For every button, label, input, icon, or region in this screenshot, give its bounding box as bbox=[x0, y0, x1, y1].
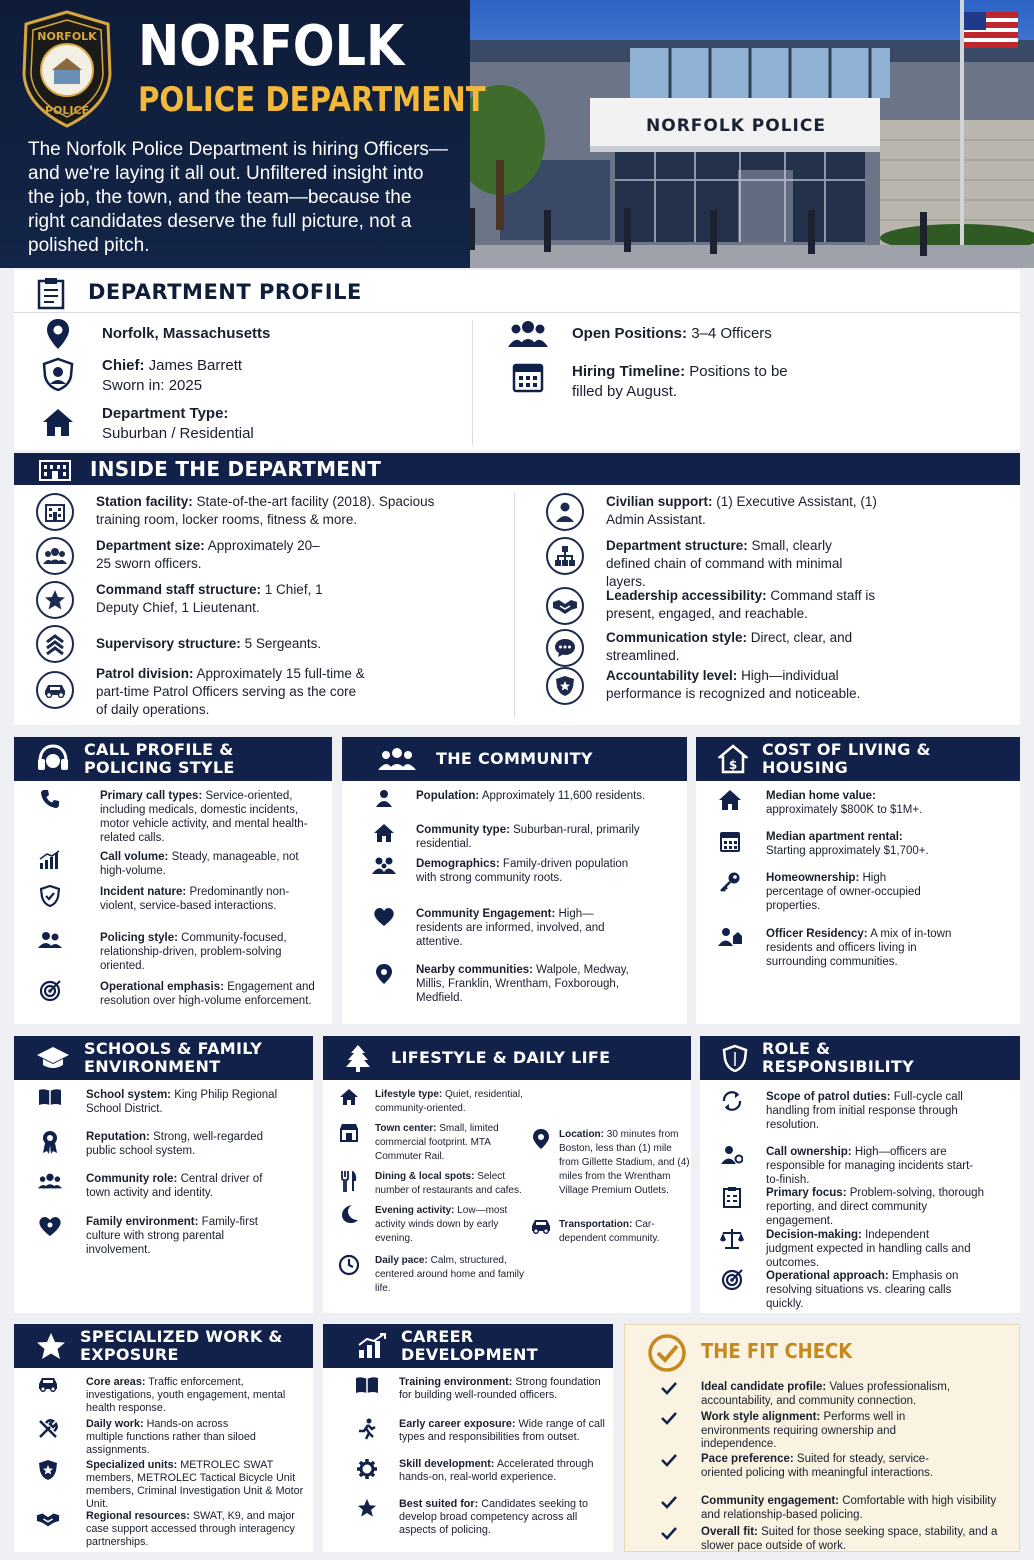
item-text: Strong, well-regarded public school system. bbox=[86, 1131, 264, 1157]
lifestyle-item bbox=[337, 1122, 527, 1164]
call-profile-item bbox=[38, 850, 318, 878]
item-label: Pace preference: bbox=[701, 1453, 794, 1465]
item-label: Reputation: bbox=[86, 1131, 150, 1143]
officer-shield-icon bbox=[41, 357, 75, 391]
target-icon bbox=[39, 980, 61, 1002]
item-label: Community role: bbox=[86, 1173, 178, 1185]
item-text: Suburban-rural, primarily residential. bbox=[416, 824, 640, 850]
role-item bbox=[720, 1145, 1010, 1187]
heart-icon bbox=[373, 907, 395, 927]
profile-open-positions bbox=[508, 316, 772, 352]
home-lifestyle-icon bbox=[339, 1088, 359, 1106]
inside-title: INSIDE THE DEPARTMENT bbox=[90, 457, 382, 481]
group-role-icon bbox=[38, 1172, 62, 1190]
patrol-car-icon bbox=[43, 682, 67, 698]
profile-hiring-timeline bbox=[508, 358, 822, 402]
item-label: Decision-making: bbox=[766, 1229, 862, 1241]
item-label: Community engagement: bbox=[701, 1495, 840, 1507]
item-label: Nearby communities: bbox=[416, 964, 533, 976]
inside-right-item bbox=[546, 629, 866, 667]
item-text: Problem-solving, thorough reporting, and direct community engagement. bbox=[766, 1187, 984, 1227]
item-text: High—officers are responsible for managing incidents start-to-finish. bbox=[766, 1146, 974, 1186]
schools-title-1: SCHOOLS & FAMILY bbox=[84, 1039, 263, 1058]
house-dollar-icon bbox=[718, 744, 748, 774]
lifestyle-header bbox=[323, 1036, 691, 1080]
career-item bbox=[355, 1498, 605, 1537]
item-text: High—residents are informed, involved, and attentive. bbox=[416, 908, 605, 948]
call-profile-item bbox=[38, 980, 318, 1008]
community-card bbox=[342, 737, 687, 1024]
inside-column-divider bbox=[514, 493, 515, 718]
schools-item bbox=[38, 1130, 288, 1158]
schools-item bbox=[38, 1215, 288, 1257]
item-label: Overall fit: bbox=[701, 1526, 758, 1538]
inside-text: (1) Executive Assistant, (1) Admin Assistant. bbox=[606, 494, 877, 527]
inside-text: 5 Sergeants. bbox=[244, 636, 322, 651]
item-text: Walpole, Medway, Millis, Franklin, Wrentham, Foxborough, Medfield. bbox=[416, 964, 629, 1004]
profile-department-type bbox=[38, 404, 254, 444]
sworn-in-text: Sworn in: 2025 bbox=[102, 377, 203, 394]
header-text-panel bbox=[0, 0, 486, 268]
best-suited-star-icon bbox=[357, 1498, 377, 1518]
timeline-label: Hiring Timeline: bbox=[572, 363, 686, 380]
storefront-icon bbox=[339, 1122, 359, 1142]
item-text: Emphasis on resolving situations vs. clearing calls quickly. bbox=[766, 1270, 959, 1310]
person-icon bbox=[375, 789, 393, 807]
role-item bbox=[720, 1228, 1010, 1270]
people-icon bbox=[43, 547, 67, 565]
chief-label: Chief: bbox=[102, 357, 145, 374]
unit-badge-icon bbox=[38, 1459, 58, 1481]
checkmark-icon bbox=[661, 1381, 677, 1395]
location-pin-icon bbox=[45, 318, 71, 350]
svg-text:$: $ bbox=[728, 758, 738, 772]
call-profile-item bbox=[38, 789, 318, 845]
profile-chief bbox=[38, 356, 242, 396]
inside-left-item bbox=[36, 581, 346, 619]
lifestyle-item bbox=[337, 1170, 537, 1198]
inside-left-item bbox=[36, 493, 466, 531]
phone-icon bbox=[40, 789, 60, 809]
fit-item bbox=[657, 1411, 967, 1452]
community-item bbox=[372, 963, 632, 1005]
item-label: Scope of patrol duties: bbox=[766, 1091, 891, 1103]
family-heart-icon bbox=[38, 1215, 62, 1237]
star-icon bbox=[44, 589, 66, 611]
lifestyle-item bbox=[337, 1088, 547, 1116]
fit-check-title: THE FIT CHECK bbox=[701, 1339, 853, 1363]
lifestyle-card bbox=[323, 1036, 691, 1313]
inside-right-item bbox=[546, 537, 866, 591]
schools-header bbox=[14, 1036, 313, 1080]
item-text: Approximately 11,600 residents. bbox=[481, 790, 646, 802]
check-circle-icon bbox=[647, 1333, 687, 1373]
role-item bbox=[720, 1090, 1010, 1132]
item-text: Steady, manageable, not high-volume. bbox=[100, 851, 299, 877]
badge-top-text: NORFOLK bbox=[37, 30, 97, 43]
inside-label: Command staff structure: bbox=[96, 582, 262, 597]
career-header bbox=[323, 1324, 613, 1368]
item-label: Community type: bbox=[416, 824, 510, 836]
fit-item bbox=[657, 1495, 1007, 1522]
police-building-photo bbox=[440, 0, 1034, 268]
inside-right-item bbox=[546, 587, 896, 625]
department-profile-section bbox=[14, 270, 1020, 450]
item-text: Suited for steady, service-oriented policing with meaningful interactions. bbox=[701, 1453, 934, 1479]
building-sign-text: NORFOLK POLICE bbox=[646, 116, 826, 136]
item-text: Community-focused, relationship-driven, problem-solving oriented. bbox=[100, 932, 287, 972]
fork-knife-icon bbox=[340, 1170, 358, 1192]
item-label: Skill development: bbox=[399, 1458, 495, 1470]
chat-bubble-icon bbox=[554, 638, 576, 658]
item-text: Family-first culture with strong parental involvement. bbox=[86, 1216, 258, 1256]
badge-star-icon bbox=[555, 675, 575, 697]
call-profile-card bbox=[14, 737, 332, 1024]
item-label: Operational emphasis: bbox=[100, 981, 224, 993]
item-label: Evening activity: bbox=[375, 1205, 455, 1216]
community-item bbox=[372, 789, 672, 807]
item-text: Small, limited commercial footprint. MTA Commuter Rail. bbox=[375, 1123, 499, 1162]
type-label: Department Type: bbox=[102, 405, 229, 422]
inside-left-item bbox=[36, 665, 366, 719]
specialized-title-1: SPECIALIZED WORK & bbox=[80, 1327, 283, 1346]
inside-department-section bbox=[14, 453, 1020, 725]
item-text: High percentage of owner-occupied properties. bbox=[766, 872, 921, 912]
item-text: Predominantly non-violent, service-based interactions. bbox=[100, 886, 290, 912]
title-police-department: POLICE DEPARTMENT bbox=[138, 80, 486, 120]
resident-icon bbox=[718, 927, 742, 947]
item-text: Candidates seeking to develop broad competency across all aspects of policing. bbox=[399, 1498, 589, 1536]
item-label: Median apartment rental: bbox=[766, 831, 903, 843]
training-book-icon bbox=[355, 1376, 379, 1394]
station-icon bbox=[44, 502, 66, 522]
cost-item bbox=[718, 927, 958, 969]
role-shield-icon bbox=[722, 1044, 748, 1072]
location-marker-icon bbox=[532, 1128, 550, 1150]
schools-card bbox=[14, 1036, 313, 1313]
community-people-icon bbox=[38, 931, 62, 949]
item-text: Central driver of town activity and identity. bbox=[86, 1173, 263, 1199]
item-text: SWAT, K9, and major case support accessed through interagency partnerships. bbox=[86, 1510, 295, 1548]
item-text: METROLEC SWAT members, METROLEC Tactical Bicycle Unit members, Criminal Investigation Unit & Motor Unit. bbox=[86, 1459, 304, 1510]
specialized-title-2: EXPOSURE bbox=[80, 1345, 179, 1364]
call-profile-title-1: CALL PROFILE & bbox=[84, 740, 234, 759]
item-label: Ideal candidate profile: bbox=[701, 1381, 827, 1393]
inside-text: Small, clearly defined chain of command with minimal layers. bbox=[606, 538, 843, 589]
item-label: Demographics: bbox=[416, 858, 500, 870]
type-value: Suburban / Residential bbox=[102, 425, 254, 442]
sergeant-chevron-icon bbox=[45, 633, 65, 655]
cost-of-living-card bbox=[696, 737, 1020, 1024]
career-title-2: DEVELOPMENT bbox=[401, 1345, 538, 1364]
inside-label: Department structure: bbox=[606, 538, 748, 553]
call-profile-header bbox=[14, 737, 332, 781]
clipboard-icon bbox=[34, 276, 68, 310]
call-profile-item bbox=[38, 885, 318, 913]
item-label: Primary call types: bbox=[100, 790, 203, 802]
schools-title-2: ENVIRONMENT bbox=[84, 1057, 221, 1076]
item-text: Service-oriented, including medicals, domestic incidents, motor vehicle activity, and mental health-related calls. bbox=[100, 790, 308, 844]
inside-text: Direct, clear, and streamlined. bbox=[606, 630, 853, 663]
profile-location bbox=[38, 316, 270, 352]
item-label: Homeownership: bbox=[766, 872, 860, 884]
cost-title-1: COST OF LIVING & bbox=[762, 740, 931, 759]
item-label: Town center: bbox=[375, 1123, 437, 1134]
lifestyle-title: LIFESTYLE & DAILY LIFE bbox=[391, 1048, 611, 1067]
item-text: Accelerated through hands-on, real-world experience. bbox=[399, 1458, 594, 1483]
fit-item bbox=[657, 1526, 1007, 1553]
inside-text: State-of-the-art facility (2018). Spacious training room, locker rooms, fitness & more. bbox=[96, 494, 435, 527]
cruiser-icon bbox=[37, 1376, 59, 1392]
item-text: Strong foundation for building well-rounded officers. bbox=[399, 1376, 601, 1401]
item-text: 30 minutes from Boston, less than (1) mile from Gillette Stadium, and (4) miles from the Wrentham Village Premium Outlets. bbox=[559, 1129, 690, 1196]
inside-left-item bbox=[36, 537, 326, 575]
item-text: Performs well in environments requiring ownership and independence. bbox=[701, 1411, 906, 1450]
item-text: Low—most activity winds down by early evening. bbox=[375, 1205, 508, 1244]
checklist-icon bbox=[722, 1186, 742, 1208]
timeline-value: Positions to be filled by August. bbox=[572, 363, 788, 400]
inside-header-bar bbox=[14, 453, 1020, 485]
header-banner bbox=[0, 0, 1034, 268]
book-icon bbox=[38, 1088, 62, 1106]
item-label: Operational approach: bbox=[766, 1270, 889, 1282]
inside-text: Approximately 15 full-time & part-time Patrol Officers serving as the core of daily operations. bbox=[96, 666, 365, 717]
cost-header bbox=[696, 737, 1020, 781]
community-group-icon bbox=[378, 747, 416, 771]
item-label: Work style alignment: bbox=[701, 1411, 821, 1423]
approach-target-icon bbox=[721, 1269, 743, 1291]
home-icon bbox=[41, 407, 75, 437]
item-label: Incident nature: bbox=[100, 886, 187, 898]
inside-label: Civilian support: bbox=[606, 494, 713, 509]
inside-right-item bbox=[546, 493, 896, 531]
role-header bbox=[700, 1036, 1020, 1080]
role-item bbox=[720, 1186, 1010, 1228]
calendar-icon bbox=[511, 359, 545, 393]
checkmark-icon bbox=[661, 1411, 677, 1425]
profile-column-divider bbox=[472, 320, 473, 445]
award-ribbon-icon bbox=[40, 1130, 60, 1154]
role-card bbox=[700, 1036, 1020, 1313]
specialized-item bbox=[36, 1376, 306, 1415]
item-label: Lifestyle type: bbox=[375, 1089, 443, 1100]
item-text: A mix of in-town residents and officers living in surrounding communities. bbox=[766, 928, 952, 968]
career-item bbox=[355, 1418, 605, 1444]
item-text: Suited for those seeking space, stability, and a slower pace outside of work. bbox=[701, 1526, 998, 1552]
career-item bbox=[355, 1458, 605, 1484]
role-title-2: RESPONSIBILITY bbox=[762, 1057, 914, 1076]
item-label: Daily pace: bbox=[375, 1255, 428, 1266]
house-icon bbox=[373, 823, 395, 843]
schools-item bbox=[38, 1088, 308, 1116]
checkmark-icon bbox=[661, 1453, 677, 1467]
item-text: Family-driven population with strong community roots. bbox=[416, 858, 629, 884]
fit-item bbox=[657, 1381, 1007, 1408]
checkmark-icon bbox=[661, 1495, 677, 1509]
inside-label: Patrol division: bbox=[96, 666, 194, 681]
item-label: Dining & local spots: bbox=[375, 1171, 475, 1182]
cost-item bbox=[718, 871, 938, 913]
profile-title: DEPARTMENT PROFILE bbox=[88, 280, 362, 304]
item-label: Regional resources: bbox=[86, 1510, 190, 1522]
item-text: approximately $800K to $1M+. bbox=[766, 804, 923, 816]
item-label: Family environment: bbox=[86, 1216, 199, 1228]
call-profile-title-2: POLICING STYLE bbox=[84, 758, 235, 777]
inside-label: Leadership accessibility: bbox=[606, 588, 767, 603]
building-icon bbox=[38, 457, 72, 481]
lifestyle-item bbox=[337, 1204, 527, 1246]
inside-label: Accountability level: bbox=[606, 668, 738, 683]
lifestyle-item bbox=[529, 1128, 691, 1198]
car-icon bbox=[530, 1218, 552, 1234]
call-profile-item bbox=[38, 931, 318, 973]
specialized-card bbox=[14, 1324, 313, 1552]
fit-check-card bbox=[624, 1324, 1020, 1552]
item-label: Best suited for: bbox=[399, 1498, 479, 1510]
specialized-header bbox=[14, 1324, 313, 1368]
community-item bbox=[372, 823, 672, 851]
inside-label: Supervisory structure: bbox=[96, 636, 241, 651]
community-title: THE COMMUNITY bbox=[436, 749, 593, 768]
item-text: Comfortable with high visibility and relationship-based policing. bbox=[701, 1495, 997, 1521]
scales-icon bbox=[720, 1228, 744, 1250]
cost-item bbox=[718, 789, 1008, 817]
home-value-icon bbox=[718, 789, 742, 811]
community-item bbox=[372, 857, 632, 885]
item-label: Early career exposure: bbox=[399, 1418, 516, 1430]
item-text: King Philip Regional School District. bbox=[86, 1089, 278, 1115]
item-label: Location: bbox=[559, 1129, 604, 1140]
title-norfolk: NORFOLK bbox=[138, 14, 405, 79]
open-label: Open Positions: bbox=[572, 325, 688, 342]
location-text: Norfolk, Massachusetts bbox=[102, 325, 271, 342]
item-label: Primary focus: bbox=[766, 1187, 847, 1199]
specialized-item bbox=[36, 1459, 311, 1511]
lifestyle-item bbox=[337, 1254, 527, 1296]
profile-divider bbox=[14, 312, 1020, 313]
item-label: Policing style: bbox=[100, 932, 178, 944]
shield-check-icon bbox=[40, 885, 60, 907]
community-header bbox=[342, 737, 687, 781]
item-label: Officer Residency: bbox=[766, 928, 868, 940]
specialized-star-icon bbox=[36, 1332, 66, 1360]
assistant-icon bbox=[555, 501, 575, 523]
cost-item bbox=[718, 830, 1008, 858]
tools-icon bbox=[37, 1418, 59, 1440]
group-icon bbox=[508, 319, 548, 349]
headset-icon bbox=[36, 744, 70, 774]
career-title-1: CAREER bbox=[401, 1327, 474, 1346]
item-label: Core areas: bbox=[86, 1376, 146, 1388]
org-chart-icon bbox=[554, 545, 576, 567]
item-text: Quiet, residential, community-oriented. bbox=[375, 1089, 523, 1114]
lifestyle-item bbox=[529, 1218, 691, 1246]
item-label: Daily work: bbox=[86, 1418, 144, 1430]
running-person-icon bbox=[357, 1418, 377, 1440]
item-text: Values professionalism, accountability, and community connection. bbox=[701, 1381, 951, 1407]
chief-value: James Barrett bbox=[148, 357, 243, 374]
checkmark-icon bbox=[661, 1526, 677, 1540]
tree-icon bbox=[345, 1044, 371, 1072]
item-text: Engagement and resolution over high-volume enforcement. bbox=[100, 981, 315, 1007]
item-text: Calm, structured, centered around home and family life. bbox=[375, 1255, 524, 1294]
community-item bbox=[372, 907, 632, 949]
police-badge-icon bbox=[20, 10, 114, 128]
inside-text: High—individual performance is recognized and noticeable. bbox=[606, 668, 861, 701]
map-pin-icon bbox=[375, 963, 393, 985]
handshake-icon bbox=[552, 597, 578, 615]
cycle-arrows-icon bbox=[721, 1090, 743, 1112]
item-label: Community Engagement: bbox=[416, 908, 556, 920]
item-label: Specialized units: bbox=[86, 1459, 178, 1471]
inside-right-item bbox=[546, 667, 886, 705]
clock-icon bbox=[338, 1254, 360, 1276]
item-label: Population: bbox=[416, 790, 480, 802]
item-text: Full-cycle call handling from initial response through resolution. bbox=[766, 1091, 963, 1131]
item-text: Hands-on across multiple functions rather than siloed assignments. bbox=[86, 1418, 256, 1456]
career-card bbox=[323, 1324, 613, 1552]
item-label: Call volume: bbox=[100, 851, 169, 863]
inside-label: Station facility: bbox=[96, 494, 193, 509]
inside-text: Command staff is present, engaged, and reachable. bbox=[606, 588, 876, 621]
fit-item bbox=[657, 1453, 957, 1480]
inside-label: Communication style: bbox=[606, 630, 748, 645]
inside-text: 1 Chief, 1 Deputy Chief, 1 Lieutenant. bbox=[96, 582, 323, 615]
item-text: Starting approximately $1,700+. bbox=[766, 845, 929, 857]
bar-chart-icon bbox=[39, 850, 61, 870]
badge-bottom-text: POLICE bbox=[44, 104, 90, 117]
key-icon bbox=[719, 871, 741, 893]
apartment-calendar-icon bbox=[719, 830, 741, 852]
item-label: Transportation: bbox=[559, 1219, 633, 1230]
career-item bbox=[355, 1376, 605, 1402]
role-item bbox=[720, 1269, 1010, 1311]
graduation-cap-icon bbox=[36, 1045, 70, 1071]
user-gear-icon bbox=[721, 1145, 743, 1165]
inside-label: Department size: bbox=[96, 538, 205, 553]
item-text: Select number of restaurants and cafes. bbox=[375, 1171, 522, 1196]
item-text: Traffic enforcement, investigations, youth engagement, mental health response. bbox=[86, 1376, 286, 1414]
inside-left-item bbox=[36, 625, 446, 663]
family-icon bbox=[372, 857, 396, 875]
item-label: Median home value: bbox=[766, 790, 876, 802]
item-text: Car-dependent community. bbox=[559, 1219, 660, 1244]
cost-title-2: HOUSING bbox=[762, 758, 849, 777]
specialized-item bbox=[36, 1510, 296, 1549]
partnership-handshake-icon bbox=[36, 1510, 60, 1528]
open-value: 3–4 Officers bbox=[691, 325, 772, 342]
gear-icon bbox=[356, 1458, 378, 1480]
schools-item bbox=[38, 1172, 288, 1200]
moon-icon bbox=[339, 1204, 359, 1224]
growth-chart-icon bbox=[357, 1333, 387, 1359]
item-text: Wide range of call types and responsibilities from outset. bbox=[399, 1418, 605, 1443]
inside-text: Approximately 20–25 sworn officers. bbox=[96, 538, 320, 571]
item-label: School system: bbox=[86, 1089, 171, 1101]
role-title-1: ROLE & bbox=[762, 1039, 831, 1058]
item-label: Training environment: bbox=[399, 1376, 513, 1388]
item-label: Call ownership: bbox=[766, 1146, 852, 1158]
item-text: Independent judgment expected in handling calls and outcomes. bbox=[766, 1229, 971, 1269]
header-tagline: The Norfolk Police Department is hiring Officers—and we're laying it all out. Unfiltered insight into the job, the town, and the team—because the right candidates deserve the full picture, not a polished pitch. bbox=[28, 139, 448, 256]
specialized-item bbox=[36, 1418, 266, 1457]
